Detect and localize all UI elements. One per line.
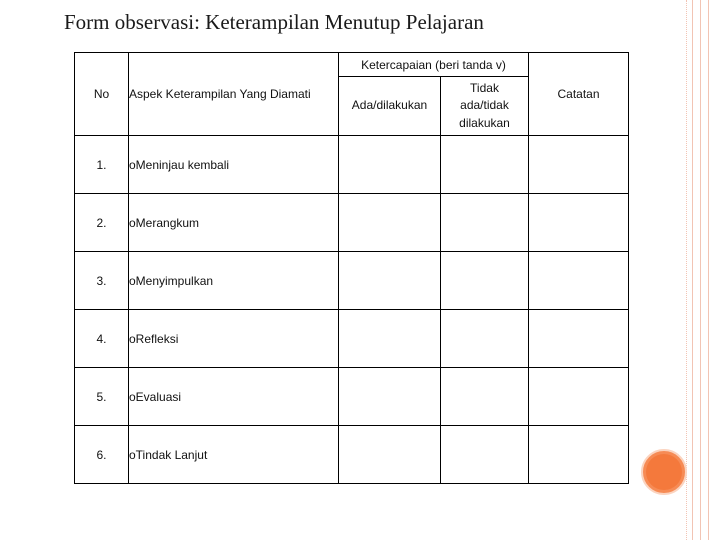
cell-tidak[interactable] <box>441 310 529 368</box>
cell-tidak[interactable] <box>441 368 529 426</box>
cell-ada[interactable] <box>339 310 441 368</box>
header-no: No <box>75 53 129 136</box>
header-tidak-line2: ada/tidak <box>460 98 509 113</box>
cell-tidak[interactable] <box>441 136 529 194</box>
header-tidak <box>441 77 529 136</box>
row-number: 2. <box>75 194 129 252</box>
row-number: 1. <box>75 136 129 194</box>
cell-ada[interactable] <box>339 136 441 194</box>
cell-tidak[interactable] <box>441 426 529 484</box>
row-number: 5. <box>75 368 129 426</box>
row-aspek: oMerangkum <box>129 194 339 252</box>
cell-catatan[interactable] <box>529 426 629 484</box>
cell-tidak[interactable] <box>441 252 529 310</box>
row-aspek: oTindak Lanjut <box>129 426 339 484</box>
row-number: 4. <box>75 310 129 368</box>
cell-ada[interactable] <box>339 194 441 252</box>
header-tidak-line1: Tidak <box>470 80 499 95</box>
cell-catatan[interactable] <box>529 368 629 426</box>
row-aspek: oEvaluasi <box>129 368 339 426</box>
observation-table <box>74 52 629 484</box>
cell-catatan[interactable] <box>529 194 629 252</box>
cell-catatan[interactable] <box>529 136 629 194</box>
header-ada: Ada/dilakukan <box>339 77 441 136</box>
table-row <box>75 136 629 194</box>
decorative-dotted-line <box>686 0 688 540</box>
table-row <box>75 310 629 368</box>
cell-catatan[interactable] <box>529 252 629 310</box>
row-number: 6. <box>75 426 129 484</box>
header-tidak-line3: dilakukan <box>459 115 510 130</box>
row-aspek: oMeninjau kembali <box>129 136 339 194</box>
decorative-line <box>708 0 709 540</box>
cell-tidak[interactable] <box>441 194 529 252</box>
header-ketercapaian: Ketercapaian (beri tanda v) <box>339 53 529 77</box>
cell-ada[interactable] <box>339 368 441 426</box>
decorative-circle-inner <box>646 454 682 490</box>
row-aspek: oMenyimpulkan <box>129 252 339 310</box>
decorative-line <box>692 0 693 540</box>
header-aspek: Aspek Keterampilan Yang Diamati <box>129 53 339 136</box>
row-aspek: oRefleksi <box>129 310 339 368</box>
table-row <box>75 252 629 310</box>
cell-ada[interactable] <box>339 252 441 310</box>
header-catatan: Catatan <box>529 53 629 136</box>
table-row <box>75 194 629 252</box>
table-row <box>75 368 629 426</box>
decorative-line <box>700 0 701 540</box>
cell-catatan[interactable] <box>529 310 629 368</box>
row-number: 3. <box>75 252 129 310</box>
cell-ada[interactable] <box>339 426 441 484</box>
header-row <box>75 53 629 77</box>
table-row <box>75 426 629 484</box>
page-title: Form observasi: Keterampilan Menutup Pelajaran <box>64 10 484 34</box>
